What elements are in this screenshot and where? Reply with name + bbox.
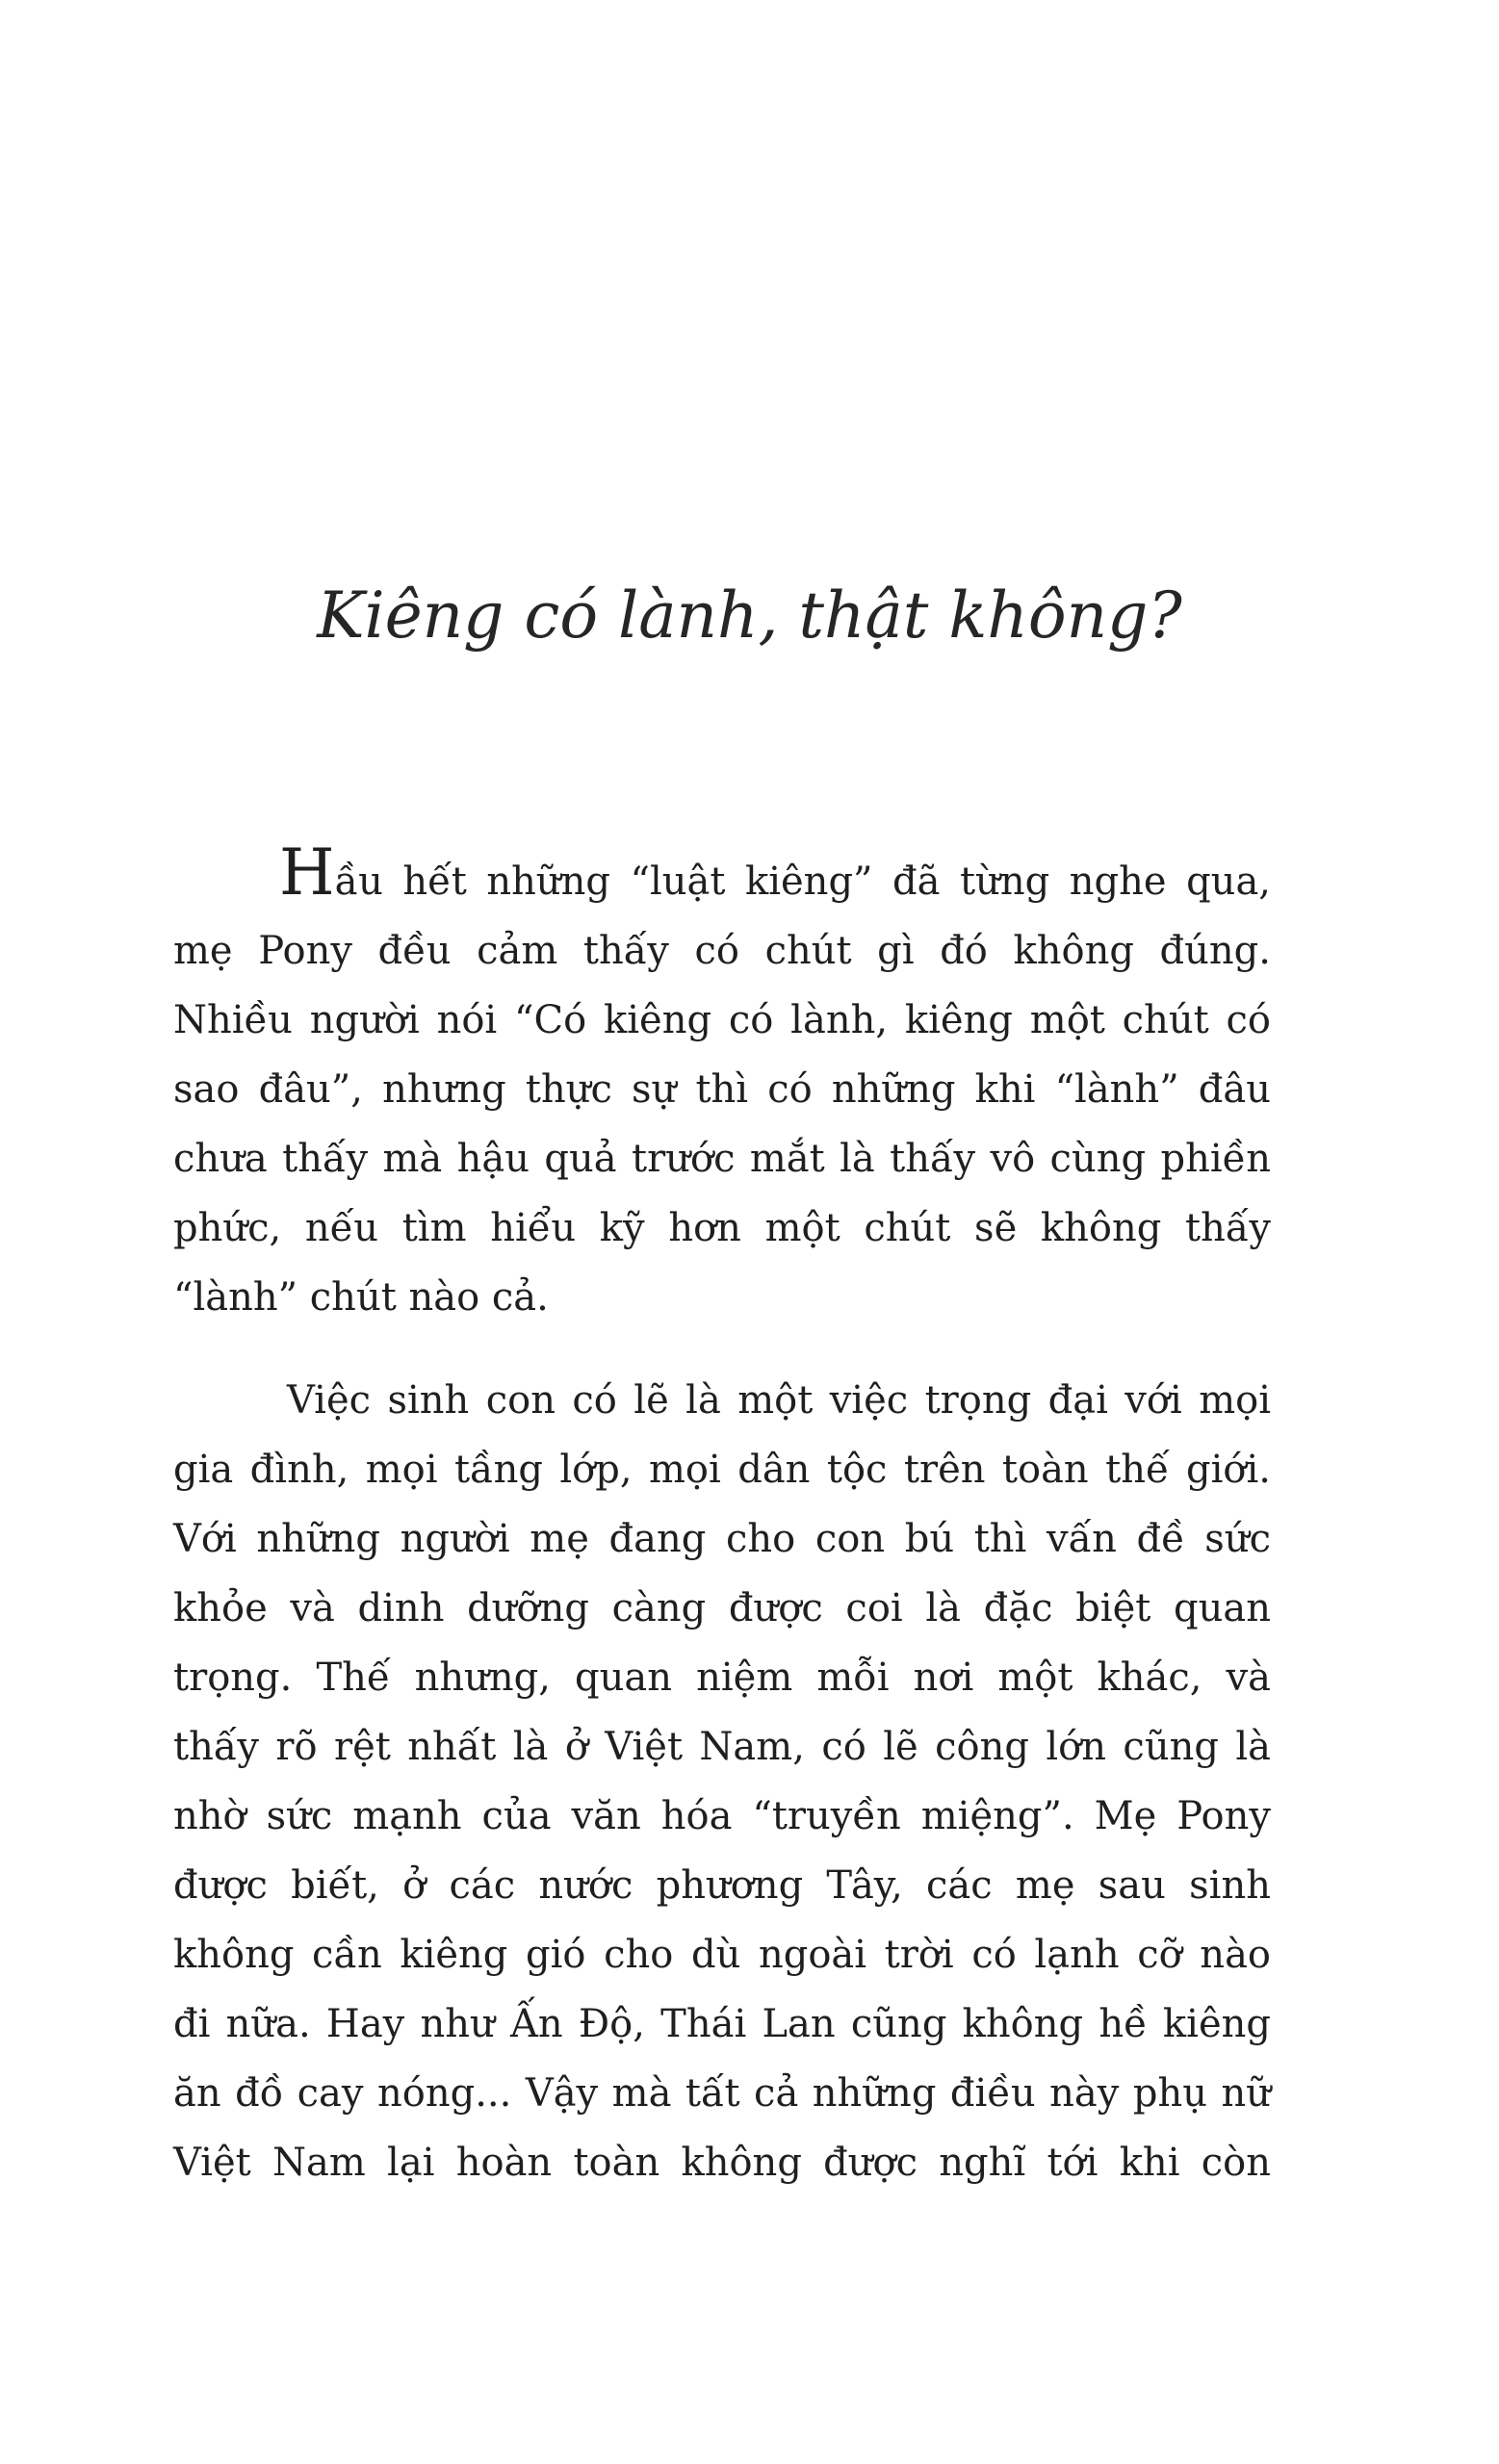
paragraph-2-line-1: Việc sinh con có lẽ là một việc trọng đại với mọi [287, 1378, 1271, 1423]
paragraph-2-line-9: không cần kiêng gió cho dù ngoài trời có lạnh cỡ nào [173, 1933, 1271, 1977]
paragraph-1-line-5: chưa thấy mà hậu quả trước mắt là thấy vô cùng phiền [173, 1137, 1271, 1181]
paragraph-gap [173, 1332, 1271, 1366]
paragraph-1-line-2: mẹ Pony đều cảm thấy có chút gì đó không đúng. [173, 929, 1271, 973]
paragraph-2-line-5: trọng. Thế nhưng, quan niệm mỗi nơi một khác, và [173, 1656, 1271, 1700]
paragraph-2 [173, 1366, 1271, 2197]
paragraph-1-line-7: “lành” chút nào cả. [173, 1275, 549, 1320]
paragraph-2-line-8: được biết, ở các nước phương Tây, các mẹ sau sinh [173, 1863, 1271, 1908]
paragraph-2-line-11: ăn đồ cay nóng... Vậy mà tất cả những điều này phụ nữ [173, 2071, 1271, 2116]
paragraph-2-line-12: Việt Nam lại hoàn toàn không được nghĩ tới khi còn [173, 2141, 1271, 2185]
paragraph-2-line-6: thấy rõ rệt nhất là ở Việt Nam, có lẽ công lớn cũng là [173, 1725, 1271, 1769]
paragraph-1-line-4: sao đâu”, nhưng thực sự thì có những khi “lành” đâu [173, 1067, 1271, 1112]
paragraph-2-line-3: Với những người mẹ đang cho con bú thì vấn đề sức [173, 1517, 1271, 1561]
paragraph-2-line-7: nhờ sức mạnh của văn hóa “truyền miệng”. Mẹ Pony [173, 1794, 1271, 1838]
paragraph-1-line-1 [173, 835, 1271, 916]
paragraph-1-line-6: phức, nếu tìm hiểu kỹ hơn một chút sẽ không thấy [173, 1206, 1271, 1250]
paragraph-2-line-10: đi nữa. Hay như Ấn Độ, Thái Lan cũng không hề kiêng [173, 2002, 1271, 2046]
drop-cap: H [279, 835, 335, 910]
chapter-title: Kiêng có lành, thật không? [317, 578, 1182, 653]
body-text [173, 835, 1271, 2197]
paragraph-1 [173, 835, 1271, 1332]
paragraph-2-line-4: khỏe và dinh dưỡng càng được coi là đặc biệt quan [173, 1586, 1271, 1630]
paragraph-1-line-3: Nhiều người nói “Có kiêng có lành, kiêng một chút có [173, 998, 1271, 1042]
paragraph-2-line-2: gia đình, mọi tầng lớp, mọi dân tộc trên toàn thế giới. [173, 1448, 1271, 1492]
paragraph-1-line-1-text: ầu hết những “luật kiêng” đã từng nghe qua, [334, 860, 1271, 904]
